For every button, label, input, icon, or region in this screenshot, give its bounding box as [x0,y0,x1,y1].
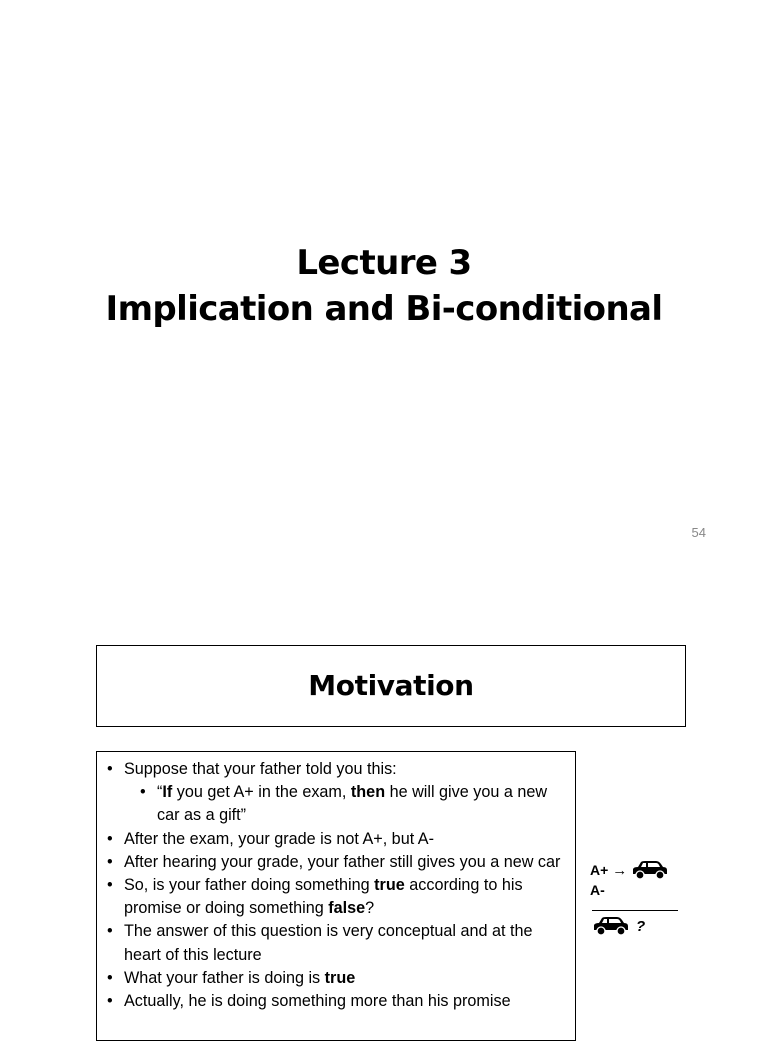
implication-figure [590,858,690,948]
bullet-text: After the exam, your grade is not A+, but A- [124,829,434,848]
bullet-emphasis: then [350,783,386,802]
bullet-item [105,874,565,920]
premise2-text: A- [590,882,605,898]
lecture-title [0,240,768,332]
page-number: 54 [691,525,706,540]
figure-premise1-row [590,860,669,880]
bullet-emphasis: If [162,783,173,802]
question-mark: ? [636,917,646,935]
bullet-text: The answer of this question is very conceptual and at the heart of this lecture [124,922,533,964]
bullet-text: What your father is doing is [124,968,325,987]
figure-conclusion-row [592,916,645,936]
lecture-title-line1: Lecture 3 [296,243,472,283]
arrow-icon: → [612,861,628,879]
car-icon [631,860,669,880]
bullet-text: “ [157,783,163,802]
bullet-text: So, is your father doing something [124,876,375,895]
lecture-title-line2: Implication and Bi-conditional [105,289,663,329]
bullet-item [105,851,565,874]
bullet-item [105,758,565,781]
conclusion-divider [592,910,678,911]
car-icon [592,916,630,936]
bullet-text: Suppose that your father told you this: [124,760,397,778]
bullet-item [105,990,565,1013]
bullet-text: Actually, he is doing something more than his promise [124,992,511,1011]
bullet-text: he will give you a new car as a gift” [157,783,548,825]
bullet-list [105,758,565,1013]
bullet-item [105,920,565,966]
bullet-emphasis: false [328,899,366,918]
bullet-item [105,828,565,851]
bullet-emphasis: true [374,876,405,895]
bullet-emphasis: true [324,968,356,987]
bullet-item [105,967,565,990]
motivation-title-box [96,645,686,727]
bullet-text: ? [365,899,375,918]
bullet-item [105,781,565,827]
bullet-text: according to his promise or doing something [124,876,523,918]
bullet-text: you get A+ in the exam, [172,783,351,802]
premise1-text: A+ [590,862,609,878]
motivation-content-box [96,751,576,1041]
bullet-text: After hearing your grade, your father still gives you a new car [124,852,561,871]
motivation-title: Motivation [308,668,474,702]
